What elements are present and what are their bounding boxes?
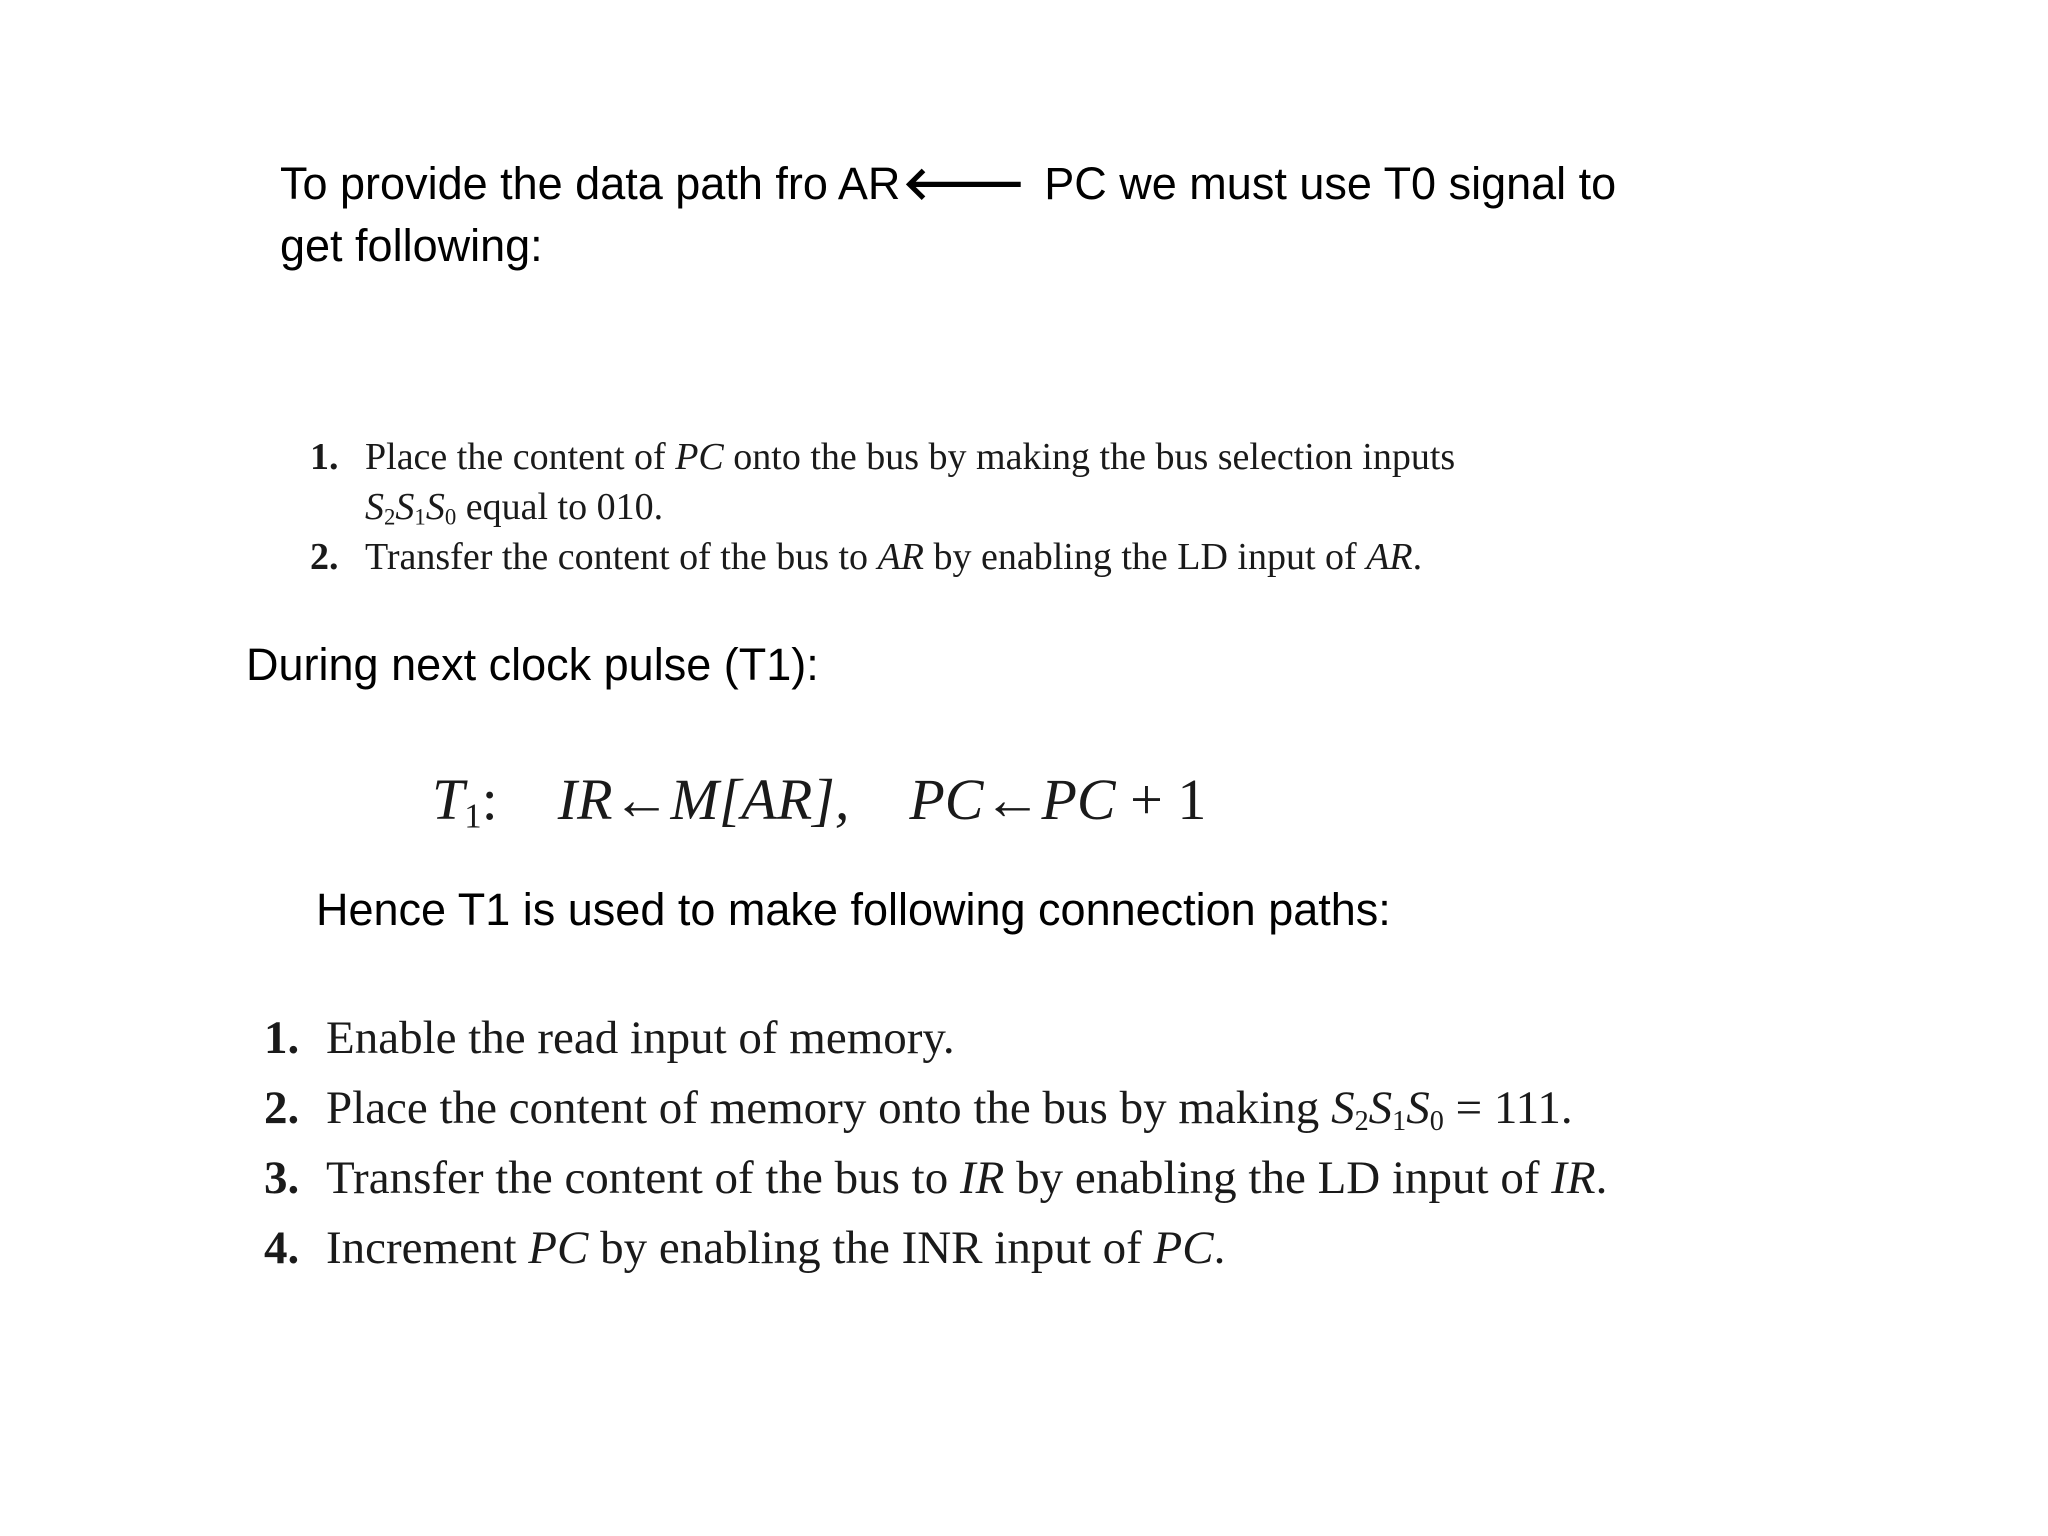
list-number: 4.: [264, 1222, 300, 1274]
intro-line-2: get following:: [280, 220, 543, 271]
intro-text-end: PC we must use T0 signal to: [1031, 158, 1617, 209]
connection-paths-heading: Hence T1 is used to make following connection paths:: [316, 884, 1391, 935]
intro-paragraph: [280, 152, 1616, 277]
list-item-text: Place the content of memory onto the bus by making $S_2S_1S_0 = 111$.: [326, 1082, 1573, 1138]
list-item-text: Increment PC by enabling the INR input of PC.: [326, 1222, 1226, 1274]
list-number: 2.: [310, 536, 339, 578]
list-item-text: Enable the read input of memory.: [326, 1012, 955, 1064]
bus-steps-list: [310, 432, 1455, 582]
list-item-text: Transfer the content of the bus to IR by enabling the LD input of IR.: [326, 1152, 1608, 1204]
equation-pc: PC: [909, 767, 984, 832]
intro-line-1: [280, 152, 1616, 215]
list-number: 3.: [264, 1152, 300, 1204]
list-item: [264, 1073, 1607, 1143]
list-item: [310, 432, 1455, 532]
list-item: [264, 1003, 1607, 1073]
list-item-text: Transfer the content of the bus to AR by enabling the LD input of AR.: [365, 536, 1423, 578]
equation-label: $T_1$:: [432, 767, 498, 836]
equation-memory: M[AR],: [670, 767, 850, 832]
list-item-text: Place the content of PC onto the bus by making the bus selection inputs $S_2S_1S_0$ equal to 010.: [365, 436, 1456, 530]
list-item: [310, 532, 1455, 582]
equation-pc: PC: [1041, 767, 1116, 832]
clock-pulse-heading: During next clock pulse (T1):: [246, 639, 819, 690]
connection-steps-list: [264, 1003, 1607, 1283]
left-arrow-icon: 🡐: [902, 157, 1026, 209]
list-item: [264, 1143, 1607, 1213]
equation-increment: + 1: [1130, 767, 1207, 832]
list-item: [264, 1213, 1607, 1283]
equation-ir: IR: [557, 767, 613, 832]
transfer-equation: [432, 765, 1206, 835]
intro-text-start: To provide the data path fro AR: [280, 158, 901, 209]
left-arrow-icon: ←: [983, 767, 1042, 832]
left-arrow-icon: ←: [612, 767, 671, 832]
list-number: 1.: [264, 1012, 300, 1064]
list-number: 1.: [310, 436, 339, 478]
list-number: 2.: [264, 1082, 300, 1134]
